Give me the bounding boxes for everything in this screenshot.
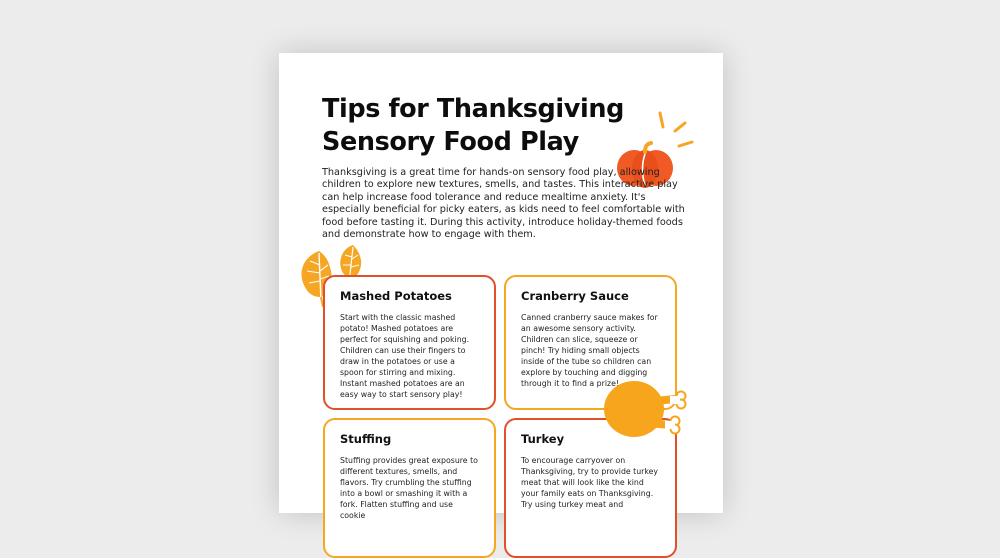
intro-paragraph: Thanksgiving is a great time for hands-on sensory food play, allowing children to explore new textures, smells, and tastes. This interactive play can help increase food tolerance and reduce mealtime anxiety. It's especially beneficial for picky eaters, as kids need to feel comfortable with food before tasting it. During this activity, introduce holiday-themed foods and demonstrate how to engage with them.: [322, 167, 685, 241]
card-title: Mashed Potatoes: [340, 289, 452, 303]
handout-page: [279, 53, 723, 520]
card-body: Stuffing provides great exposure to different textures, smells, and flavors. Try crumbling the stuffing into a bowl or smashing it with a fork. Flatten stuffing and use cookie: [340, 456, 478, 520]
card-title: Cranberry Sauce: [521, 289, 629, 303]
turkey-leg-icon: [604, 377, 696, 441]
card-body: Start with the classic mashed potato! Mashed potatoes are perfect for squishing and poking. Children can use their fingers to draw in the potatoes or use a spoon for stirring and mixing. Instant mashed potatoes are an easy way to start sensory play!: [340, 313, 470, 399]
card-title: Turkey: [521, 432, 565, 446]
card-mashed-potatoes: [323, 275, 496, 410]
card-title: Stuffing: [340, 432, 392, 446]
page-title: Tips for Thanksgiving Sensory Food Play: [322, 94, 624, 157]
card-body: Canned cranberry sauce makes for an awesome sensory activity. Children can slice, squeeze or pinch! Try hiding small objects inside of the tube so children can explore by touching and digging through it to find a prize!: [521, 313, 658, 388]
card-stuffing: [323, 418, 496, 558]
card-body: To encourage carryover on Thanksgiving, try to provide turkey meat that will look like the kind your family eats on Thanksgiving. Try using turkey meat and: [521, 456, 659, 509]
